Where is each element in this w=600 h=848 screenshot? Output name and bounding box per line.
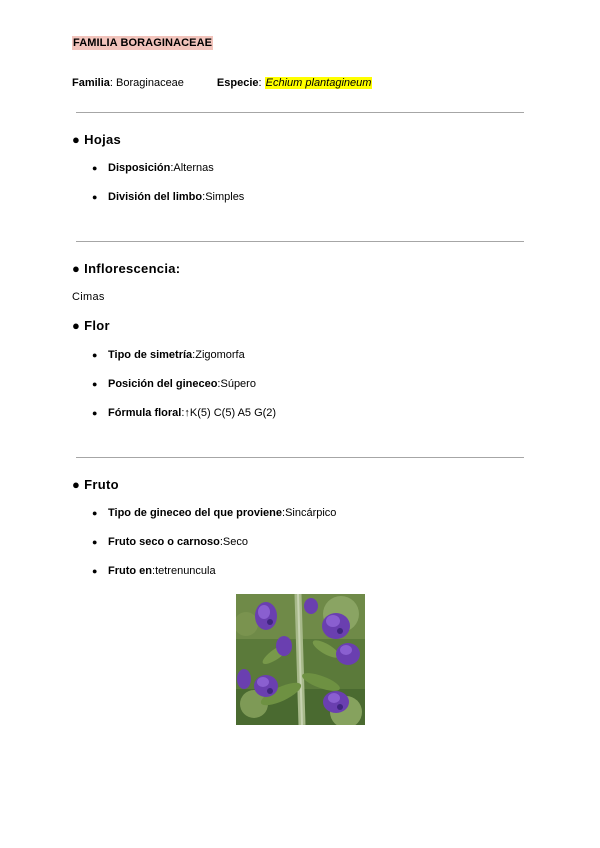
item-separator: : bbox=[170, 162, 174, 174]
list-item bbox=[92, 536, 248, 548]
section-heading-fruto bbox=[72, 477, 119, 492]
item-value: Zigomorfa bbox=[195, 349, 245, 361]
item-value: Súpero bbox=[220, 378, 256, 390]
familia-value: Boraginaceae bbox=[116, 77, 184, 89]
item-label: Posición del gineceo bbox=[108, 378, 218, 390]
list-item bbox=[92, 191, 244, 203]
item-label: Disposición bbox=[108, 162, 171, 174]
item-label: Tipo de gineceo del que proviene bbox=[108, 507, 282, 519]
section-title: Inflorescencia: bbox=[84, 261, 181, 276]
familia-label: Familia bbox=[72, 77, 110, 89]
item-value: Sincárpico bbox=[285, 507, 337, 519]
plant-photo bbox=[236, 594, 365, 725]
section-title: Flor bbox=[84, 318, 110, 333]
especie-label: Especie bbox=[216, 77, 259, 89]
floral-formula: ↑K(5) C(5) A5 G(2) bbox=[184, 407, 277, 419]
item-label: Fórmula floral bbox=[108, 407, 182, 419]
section-heading-inflorescencia bbox=[72, 261, 180, 276]
bullet-icon: ● bbox=[92, 192, 98, 202]
item-separator: : bbox=[152, 565, 156, 577]
item-separator: : bbox=[217, 378, 221, 390]
bullet-icon: ● bbox=[92, 566, 98, 576]
separator-line bbox=[76, 112, 524, 113]
inflorescencia-text: Cimas bbox=[72, 291, 105, 303]
section-heading-hojas bbox=[72, 132, 121, 147]
bullet-icon: ● bbox=[92, 350, 98, 360]
section-title: Hojas bbox=[84, 132, 122, 147]
meta-row bbox=[72, 77, 372, 89]
bullet-icon: ● bbox=[72, 261, 81, 276]
item-value: tetrenuncula bbox=[155, 565, 216, 577]
list-item bbox=[92, 349, 245, 361]
list-item bbox=[92, 507, 336, 519]
bullet-icon: ● bbox=[72, 477, 81, 492]
bullet-icon: ● bbox=[72, 318, 81, 333]
list-item bbox=[92, 407, 276, 419]
item-label: División del limbo bbox=[108, 191, 203, 203]
item-value: Seco bbox=[222, 536, 248, 548]
bullet-icon: ● bbox=[92, 408, 98, 418]
bullet-icon: ● bbox=[72, 132, 81, 147]
especie-field bbox=[217, 77, 373, 89]
item-label: Fruto seco o carnoso bbox=[108, 536, 220, 548]
family-title: FAMILIA BORAGINACEAE bbox=[73, 37, 213, 49]
item-label: Fruto en bbox=[108, 565, 152, 577]
item-label: Tipo de simetría bbox=[108, 349, 193, 361]
separator-line bbox=[76, 241, 524, 242]
echium-flower-illustration bbox=[236, 594, 365, 725]
item-separator: : bbox=[219, 536, 223, 548]
item-separator: : bbox=[202, 191, 206, 203]
familia-field bbox=[72, 77, 184, 89]
list-item bbox=[92, 378, 256, 390]
section-title: Fruto bbox=[84, 477, 119, 492]
list-item bbox=[92, 565, 216, 577]
item-separator: : bbox=[192, 349, 196, 361]
especie-separator: : bbox=[258, 77, 265, 89]
bullet-icon: ● bbox=[92, 508, 98, 518]
bullet-icon: ● bbox=[92, 537, 98, 547]
familia-separator: : bbox=[109, 77, 117, 89]
section-heading-flor bbox=[72, 318, 110, 333]
separator-line bbox=[76, 457, 524, 458]
item-value: Alternas bbox=[173, 162, 214, 174]
item-separator: : bbox=[181, 407, 185, 419]
item-separator: : bbox=[282, 507, 286, 519]
bullet-icon: ● bbox=[92, 163, 98, 173]
especie-value: Echium plantagineum bbox=[265, 77, 372, 89]
bullet-icon: ● bbox=[92, 379, 98, 389]
list-item bbox=[92, 162, 214, 174]
item-value: Simples bbox=[205, 191, 245, 203]
